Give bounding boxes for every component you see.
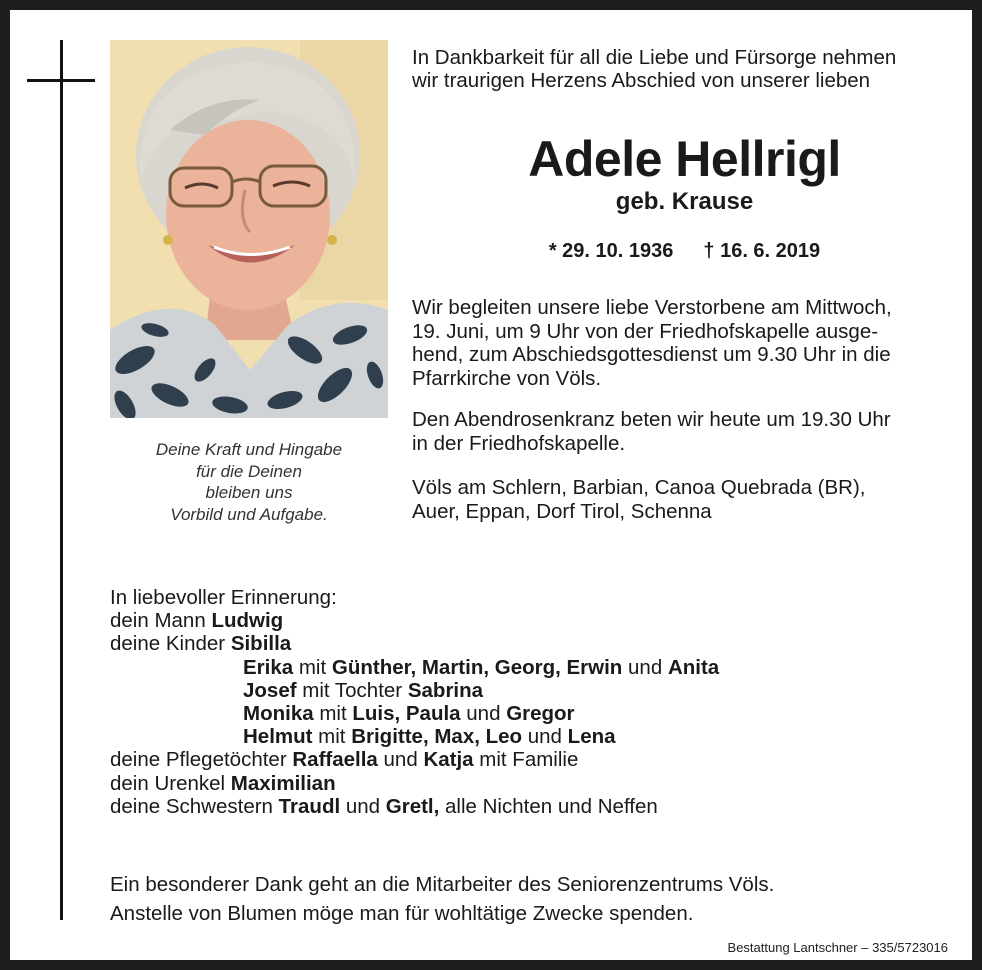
motto-line: Deine Kraft und Hingabe (155, 440, 343, 459)
intro-line: In Dankbarkeit für all die Liebe und Fürsorge nehmen (412, 46, 897, 69)
funeral-details (412, 296, 957, 390)
funeral-line: hend, zum Abschiedsgottesdienst um 9.30 Uhr in die (412, 343, 891, 366)
birth-date: * 29. 10. 1936 (548, 240, 674, 262)
mourner-row: Josef mit Tochter Sabrina (243, 678, 484, 702)
mourner-row: deine Kinder Sibilla (110, 632, 292, 656)
thanks-line: Anstelle von Blumen möge man für wohltätige Zwecke spenden. (110, 902, 694, 925)
motto-line: bleiben uns (205, 483, 293, 502)
portrait-image (110, 40, 388, 418)
cross-icon-vertical (60, 40, 63, 920)
rosary-details (412, 408, 957, 455)
places-line: Auer, Eppan, Dorf Tirol, Schenna (412, 499, 712, 523)
rosary-line: in der Friedhofskapelle. (412, 431, 626, 455)
motto-line: Vorbild und Aufgabe. (170, 504, 328, 524)
maiden-name: geb. Krause (615, 188, 754, 215)
mourners-heading: In liebevoller Erinnerung: (110, 586, 337, 609)
portrait-photo (110, 40, 388, 418)
funeral-line: 19. Juni, um 9 Uhr von der Friedhofskapelle ausge- (412, 319, 879, 343)
places-list (412, 476, 957, 523)
life-dates (412, 238, 957, 264)
mourner-row: deine Pflegetöchter Raffaella und Katja mit Familie (110, 748, 579, 772)
mourner-row: Monika mit Luis, Paula und Gregor (243, 701, 575, 725)
thanks-line: Ein besonderer Dank geht an die Mitarbeiter des Seniorenzentrums Völs. (110, 873, 775, 896)
mourner-row: dein Mann Ludwig (110, 609, 284, 633)
intro-text (412, 46, 957, 92)
funeral-line: Wir begleiten unsere liebe Verstorbene am Mittwoch, (412, 296, 892, 319)
places-line: Völs am Schlern, Barbian, Canoa Quebrada (BR), (412, 476, 866, 499)
death-date: † 16. 6. 2019 (703, 240, 821, 262)
intro-line: wir traurigen Herzens Abschied von unserer lieben (412, 69, 871, 92)
thanks-note (110, 870, 910, 928)
obituary-card (10, 10, 972, 960)
rosary-line: Den Abendrosenkranz beten wir heute um 19.30 Uhr (412, 408, 891, 431)
mourner-row: Erika mit Günther, Martin, Georg, Erwin und Anita (243, 655, 720, 679)
mourner-row: deine Schwestern Traudl und Gretl, alle Nichten und Neffen (110, 794, 658, 818)
funeral-line: Pfarrkirche von Völs. (412, 366, 602, 390)
undertaker-credit: Bestattung Lantschner – 335/5723016 (727, 940, 948, 955)
mourner-row: Helmut mit Brigitte, Max, Leo und Lena (243, 725, 616, 749)
deceased-name: Adele Hellrigl (528, 131, 841, 187)
mourners-list (110, 586, 910, 818)
motto-quote (110, 439, 388, 525)
cross-icon-horizontal (27, 79, 95, 82)
mourner-row: dein Urenkel Maximilian (110, 771, 336, 795)
motto-line: für die Deinen (196, 461, 302, 481)
